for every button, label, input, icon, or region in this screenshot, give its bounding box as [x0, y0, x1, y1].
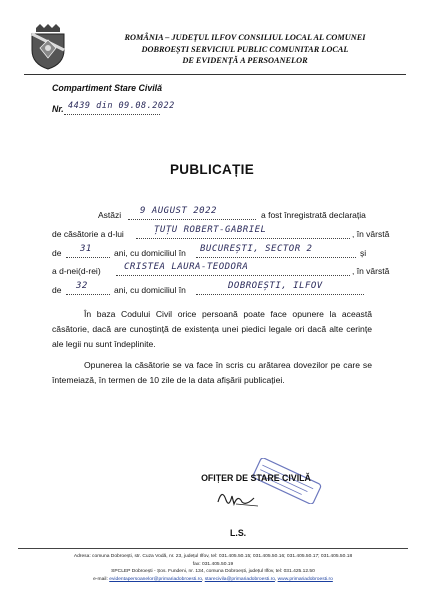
bride-name: CRISTEA LAURA-TEODORA: [124, 262, 249, 272]
signature-icon: [214, 484, 262, 510]
groom-address: BUCUREȘTI, SECTOR 2: [200, 244, 313, 254]
de-text-2: de: [52, 285, 62, 295]
registration-label: Nr.: [52, 104, 64, 114]
email-link-starecivila[interactable]: starecivila@primariadobroesti.ro: [204, 576, 275, 582]
institution-header: [80, 32, 410, 67]
today-label: Astăzi: [98, 210, 122, 220]
email-label: e-mail:: [93, 576, 108, 582]
header-divider: [24, 74, 406, 75]
date-dotted-line: [128, 219, 256, 220]
footer-address: Adresa: comuna Dobroești, str. Cuza Vodă, nr. 23, județul Ilfov, tel: 031.405.50.15; 031.405.50.16; 031.405.50.17; 031.405.50.18: [73, 554, 353, 559]
registration-number: 4439 din 09.08.2022: [68, 101, 175, 111]
legal-paragraph-2: Opunerea la căsătorie se va face în scris cu arătarea dovezilor pe care se întemeiază, în termen de 10 zile de la data afișării publicației.: [52, 360, 372, 385]
bride-age-text: , în vârstă: [352, 266, 390, 276]
bride-address-dotted-line: [196, 294, 364, 295]
footer-spclep: SPCLEP Dobroești - Șos. Fundeni, nr. 134, comuna Dobroești, județul Ilfov, tel: 031.425.12.50: [111, 569, 315, 575]
header-line-2: DOBROEȘTI SERVICIUL PUBLIC COMUNITAR LOCAL: [141, 44, 349, 54]
bride-age-dotted-line: [66, 294, 110, 295]
bride-domicile-text: ani, cu domiciliul în: [114, 285, 186, 295]
groom-address-dotted-line: [196, 257, 356, 258]
bride-address: DOBROEȘTI, ILFOV: [228, 281, 323, 291]
groom-age-text: , în vârstă: [352, 229, 390, 239]
registered-text: a fost înregistrată declarația: [261, 210, 366, 220]
groom-name: ȚUȚU ROBERT-GABRIEL: [154, 225, 267, 235]
footer-divider: [18, 548, 408, 549]
header-line-1: ROMÂNIA – JUDEȚUL ILFOV CONSILIUL LOCAL AL COMUNEI: [124, 33, 366, 42]
officer-title: OFIȚER DE STARE CIVILĂ: [201, 473, 311, 483]
legal-paragraph-1: În baza Codului Civil orice persoană poate face opunere la această căsătorie, dacă are cunoștință de existența unei piedici legale ori dacă alte cerințe ale legii nu sunt îndeplinite.: [52, 309, 372, 349]
document-title: PUBLICAȚIE: [170, 162, 254, 177]
groom-age: 31: [80, 244, 92, 254]
footer: [18, 553, 408, 583]
footer-contacts: e-mail: evidentapersoanelor@primariadobroesti.ro, starecivila@primariadobroesti.ro, www.primariadobroesti.ro: [93, 576, 333, 582]
coat-of-arms-icon: [28, 24, 68, 70]
registration-dotted-line: [64, 114, 160, 115]
ls-mark: L.S.: [230, 528, 247, 538]
declaration-date: 9 AUGUST 2022: [140, 206, 217, 216]
compartment-label: Compartiment Stare Civilă: [52, 83, 162, 93]
website-link[interactable]: www.primariadobroesti.ro: [277, 576, 333, 582]
marriage-text: de căsătorie a d-lui: [52, 229, 124, 239]
bride-name-dotted-line: [116, 275, 350, 276]
de-text: de: [52, 248, 62, 258]
header-line-3: DE EVIDENȚĂ A PERSOANELOR: [182, 56, 308, 65]
groom-name-dotted-line: [136, 238, 350, 239]
bride-label: a d-nei(d-rei): [52, 266, 101, 276]
bride-age: 32: [76, 281, 88, 291]
email-link-evidenta[interactable]: evidentapersoanelor@primariadobroesti.ro: [109, 576, 202, 582]
footer-fax: fax: 031.405.50.19: [192, 561, 234, 567]
groom-domicile-text: ani, cu domiciliul în: [114, 248, 186, 258]
groom-age-dotted-line: [66, 257, 110, 258]
si-text: și: [360, 248, 367, 258]
